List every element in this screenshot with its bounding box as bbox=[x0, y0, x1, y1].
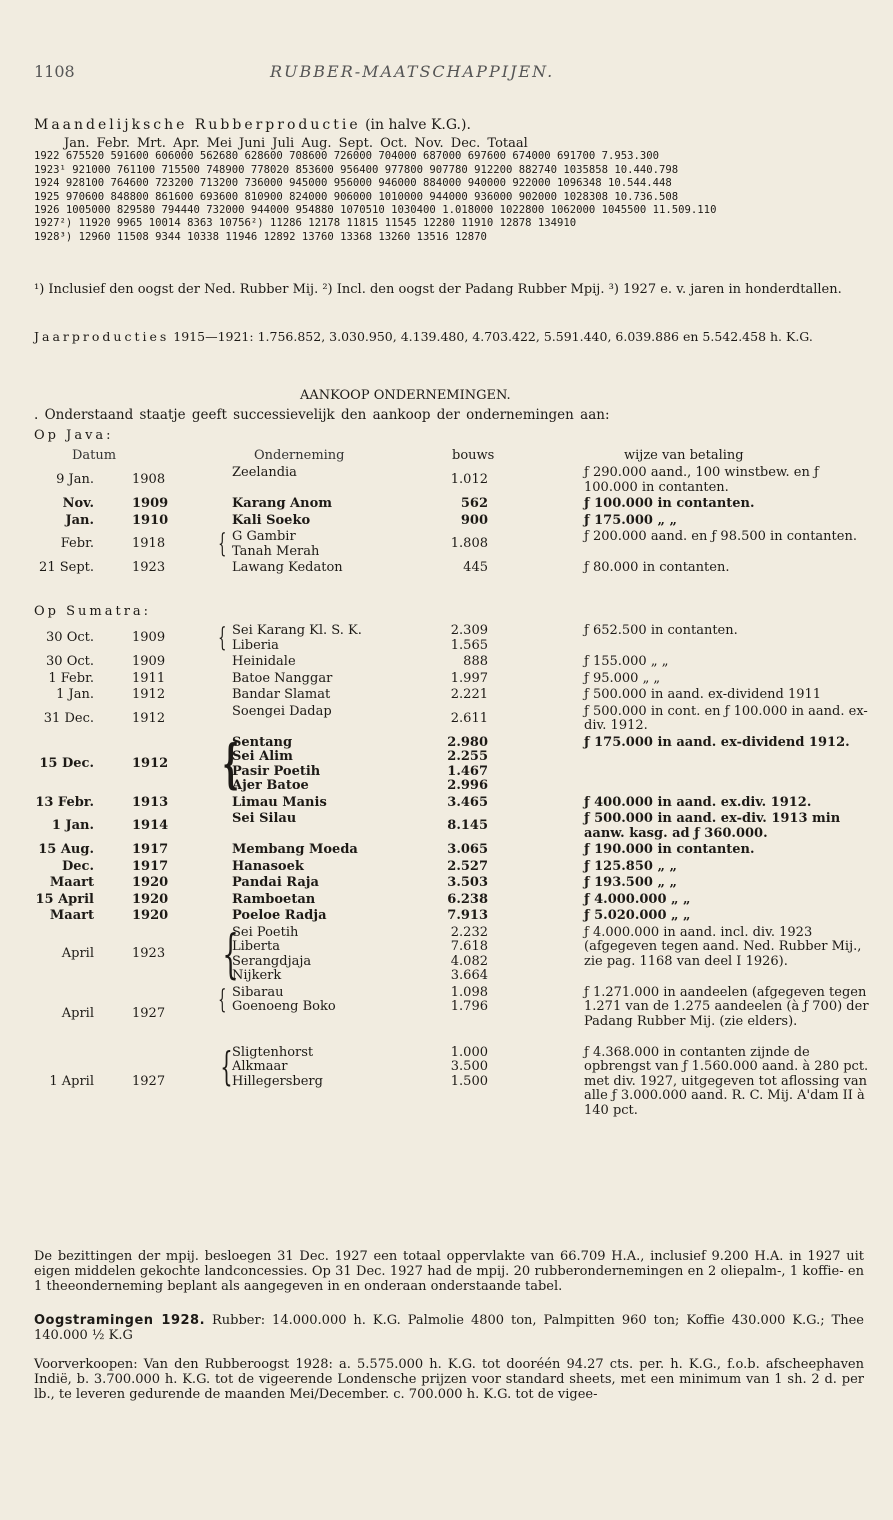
acquisition-year: 1923 bbox=[132, 946, 166, 962]
bouws-value: 1.500 bbox=[450, 1073, 488, 1089]
payment-text: ƒ 95.000 „ „ bbox=[584, 670, 661, 686]
acquisition-year: 1910 bbox=[132, 512, 169, 528]
acquisition-year: 1911 bbox=[132, 670, 166, 686]
acquisition-year: 1917 bbox=[132, 842, 169, 857]
estate-name: Ramboetan bbox=[232, 891, 316, 907]
production-row: 1927²) 11920 9965 10014 8363 10756²) 11286 12178 11815 11545 12280 11910 12878 134910 bbox=[34, 217, 577, 230]
bouws-value: 3.664 bbox=[450, 968, 488, 983]
acquisition-date: 21 Sept. bbox=[39, 560, 94, 575]
production-table bbox=[34, 137, 874, 244]
bouws-value: 7.618 bbox=[450, 939, 488, 954]
acquisition-year: 1912 bbox=[132, 687, 166, 702]
acquisition-date: Febr. bbox=[60, 536, 94, 552]
acquisition-date: 1 April bbox=[49, 1073, 94, 1089]
payment-text: ƒ 4.000.000 in aand. incl. div. 1923 (afgegeven tegen aand. Ned. Rubber Mij., zie pag. 1168 van deel I 1926). bbox=[584, 924, 862, 969]
estate-name: Membang Moeda bbox=[232, 842, 358, 857]
bouws-value: 2.232 bbox=[450, 924, 488, 940]
estate-name: Lawang Kedaton bbox=[232, 560, 343, 575]
bouws-value: 1.997 bbox=[450, 670, 488, 686]
estate-name: Hillegersberg bbox=[232, 1073, 323, 1089]
acquisition-year: 1909 bbox=[132, 496, 169, 511]
estate-name: Tanah Merah bbox=[232, 543, 320, 559]
bouws-value: 2.611 bbox=[450, 710, 488, 726]
bouws-value: 7.913 bbox=[447, 908, 488, 923]
payment-text: ƒ 500.000 in cont. en ƒ 100.000 in aand. ex-div. 1912. bbox=[584, 703, 868, 733]
acquisition-year: 1912 bbox=[132, 710, 166, 726]
acquisition-date: 30 Oct. bbox=[46, 654, 94, 669]
payment-text: ƒ 190.000 in contanten. bbox=[584, 842, 755, 857]
brace: { bbox=[218, 984, 227, 1015]
estate-name: Sei Alim bbox=[232, 749, 293, 764]
brace: { bbox=[222, 924, 239, 985]
running-title: RUBBER-MAATSCHAPPIJEN. bbox=[270, 62, 555, 81]
estate-name: Sei Silau bbox=[232, 811, 297, 826]
oogstramingen-paragraph bbox=[34, 1313, 864, 1343]
production-row: 1924 928100 764600 723200 713200 736000 945000 956000 946000 884000 940000 922000 1096348 10.544.448 bbox=[34, 177, 672, 190]
col-datum: Datum bbox=[72, 448, 117, 463]
aankoop-heading: AANKOOP ONDERNEMINGEN. bbox=[300, 388, 511, 403]
bouws-value: 2.527 bbox=[447, 858, 488, 874]
acquisition-year: 1927 bbox=[132, 1006, 166, 1022]
page-number: 1108 bbox=[34, 62, 75, 81]
acquisition-date: Maart bbox=[49, 875, 94, 890]
payment-text: ƒ 193.500 „ „ bbox=[584, 875, 677, 890]
bouws-value: 1.467 bbox=[447, 763, 488, 779]
acquisition-year: 1909 bbox=[132, 654, 166, 669]
estate-name: Sibarau bbox=[232, 984, 284, 1000]
bouws-value: 3.465 bbox=[447, 794, 488, 810]
bouws-value: 1.000 bbox=[450, 1044, 488, 1060]
acquisition-date: 31 Dec. bbox=[43, 710, 94, 726]
acquisition-year: 1920 bbox=[132, 891, 169, 907]
estate-name: Alkmaar bbox=[232, 1059, 288, 1074]
col-bouws: bouws bbox=[452, 448, 495, 463]
estate-name: Hanasoek bbox=[232, 858, 304, 874]
estate-name: Nijkerk bbox=[232, 968, 282, 983]
bouws-value: 2.980 bbox=[447, 734, 488, 750]
acquisition-date: Jan. bbox=[65, 512, 94, 528]
aankoop-intro: . Onderstaand staatje geeft successievelijk den aankoop der ondernemingen aan: bbox=[34, 407, 610, 423]
production-title bbox=[34, 117, 471, 133]
acquisition-year: 1912 bbox=[132, 756, 169, 772]
acquisition-year: 1918 bbox=[132, 536, 166, 552]
payment-text: ƒ 175.000 „ „ bbox=[584, 512, 677, 528]
oogst-text: Rubber: 14.000.000 h. K.G. Palmolie 4800 ton, Palmpitten 960 ton; Koffie 430.000 K.G.; Thee 140.000 ½ K.G bbox=[34, 1313, 864, 1343]
acquisition-date: 15 April bbox=[35, 891, 94, 907]
payment-text: ƒ 500.000 in aand. ex-dividend 1911 bbox=[584, 687, 822, 702]
estate-name: Liberia bbox=[232, 637, 279, 653]
estate-name: Sei Poetih bbox=[232, 924, 299, 940]
acquisition-year: 1920 bbox=[132, 908, 169, 923]
payment-text: ƒ 125.850 „ „ bbox=[584, 858, 677, 874]
acquisition-year: 1908 bbox=[132, 472, 166, 488]
acquisition-date: Dec. bbox=[62, 858, 94, 874]
acquisition-year: 1909 bbox=[132, 630, 166, 646]
payment-text: ƒ 4.000.000 „ „ bbox=[584, 891, 691, 907]
acquisition-date: 15 Aug. bbox=[38, 842, 94, 857]
acquisition-date: 13 Febr. bbox=[35, 794, 94, 810]
estate-name: Batoe Nanggar bbox=[232, 670, 333, 686]
voorverkoopen-paragraph: Voorverkoopen: Van den Rubberoogst 1928: a. 5.575.000 h. K.G. tot dooréén 94.27 cts. per. h. K.G., f.o.b. afscheephaven Indië, b. 3.700.000 h. K.G. tot de vigeerende Londensche prijzen voor standard sheets, met een minimum van 1 sh. 2 d. per lb., te leveren gedurende de maanden Mei/December. c. 700.000 h. K.G. tot de vigee- bbox=[34, 1357, 864, 1402]
estate-name: Ajer Batoe bbox=[232, 778, 309, 793]
col-betaling: wijze van betaling bbox=[624, 448, 744, 463]
production-row: 1925 970600 848800 861600 693600 810900 824000 906000 1010000 944000 936000 902000 1028308 10.736.508 bbox=[34, 190, 679, 203]
payment-text: ƒ 80.000 in contanten. bbox=[584, 560, 730, 575]
production-row: 1922 675520 591600 606000 562680 628600 708600 726000 704000 687000 697600 674000 691700 7.953.300 bbox=[34, 150, 660, 163]
bouws-value: 888 bbox=[463, 654, 488, 669]
payment-text: ƒ 652.500 in contanten. bbox=[584, 623, 738, 638]
sumatra-label: Op Sumatra: bbox=[34, 604, 152, 619]
payment-text: ƒ 4.368.000 in contanten zijnde de opbrengst van ƒ 1.560.000 aand. à 280 pct. met div. 1927, uitgegeven tot aflossing van alle ƒ 3.000.000 aand. R. C. Mij. A'dam II à 140 pct. bbox=[584, 1044, 869, 1118]
estate-name: Limau Manis bbox=[232, 794, 327, 810]
brace: { bbox=[220, 1044, 233, 1090]
bouws-value: 2.996 bbox=[447, 778, 488, 793]
estate-name: Sei Karang Kl. S. K. bbox=[232, 623, 362, 638]
payment-text: ƒ 155.000 „ „ bbox=[584, 654, 669, 669]
payment-text: ƒ 400.000 in aand. ex.div. 1912. bbox=[584, 794, 812, 810]
bouws-value: 900 bbox=[460, 512, 488, 528]
bezittingen-paragraph: De bezittingen der mpij. besloegen 31 Dec. 1927 een totaal oppervlakte van 66.709 H.A., inclusief 9.200 H.A. in 1927 uit eigen middelen gekochte landconcessies. Op 31 Dec. 1927 had de mpij. 20 rubberondernemingen en 2 oliepalm-, 1 koffie- en 1 theeonderneming beplant als aangegeven in en onderaan onderstaande tabel. bbox=[34, 1249, 864, 1294]
payment-text: ƒ 290.000 aand., 100 winstbew. en ƒ 100.000 in contanten. bbox=[584, 465, 819, 495]
estate-name: Kali Soeko bbox=[232, 512, 311, 528]
production-row: 1926 1005000 829580 794440 732000 944000 954880 1070510 1030400 1.018000 1022800 1062000 1045500 11.509.110 bbox=[34, 204, 717, 217]
acquisition-date: 1 Jan. bbox=[56, 687, 94, 702]
acquisition-date: 1 Febr. bbox=[48, 670, 94, 686]
acquisition-year: 1920 bbox=[132, 875, 169, 890]
bouws-value: 8.145 bbox=[447, 818, 488, 834]
month-header: Jan. Febr. Mrt. Apr. Mei Juni Juli Aug. Sept. Oct. Nov. Dec. Totaal bbox=[64, 136, 528, 151]
bouws-value: 3.503 bbox=[447, 875, 488, 890]
jaarproducties bbox=[34, 330, 874, 344]
estate-name: Sentang bbox=[232, 734, 293, 750]
oogst-lead: Oogstramingen 1928. bbox=[34, 1313, 206, 1328]
bouws-value: 1.012 bbox=[450, 472, 488, 488]
bouws-value: 562 bbox=[460, 496, 488, 511]
acquisition-year: 1923 bbox=[132, 560, 166, 575]
acquisition-year: 1913 bbox=[132, 794, 169, 810]
bouws-value: 6.238 bbox=[447, 891, 488, 907]
acquisition-date: 15 Dec. bbox=[39, 756, 94, 772]
production-unit: (in halve K.G.). bbox=[365, 117, 471, 133]
payment-text: ƒ 500.000 in aand. ex-div. 1913 min aanw. kasg. ad ƒ 360.000. bbox=[584, 811, 841, 841]
payment-text: ƒ 5.020.000 „ „ bbox=[584, 908, 691, 923]
payment-text: ƒ 100.000 in contanten. bbox=[584, 496, 755, 511]
estate-name: Poeloe Radja bbox=[232, 908, 327, 923]
jaar-text: 1915—1921: 1.756.852, 3.030.950, 4.139.480, 4.703.422, 5.591.440, 6.039.886 en 5.542.458 h. K.G. bbox=[173, 329, 813, 344]
acquisition-year: 1917 bbox=[132, 858, 169, 874]
bouws-value: 2.221 bbox=[450, 687, 488, 702]
jaar-label: Jaarproducties bbox=[34, 329, 170, 344]
bouws-value: 2.255 bbox=[447, 749, 488, 764]
production-notes: ¹) Inclusief den oogst der Ned. Rubber Mij. ²) Incl. den oogst der Padang Rubber Mpij. ³) 1927 e. v. jaren in honderdtallen. bbox=[34, 282, 842, 297]
estate-name: Sligtenhorst bbox=[232, 1044, 314, 1060]
acquisition-date: 9 Jan. bbox=[56, 472, 94, 488]
acquisition-date: April bbox=[61, 946, 94, 962]
acquisition-date: Nov. bbox=[62, 496, 94, 511]
estate-name: Goenoeng Boko bbox=[232, 999, 336, 1014]
acquisition-date: 1 Jan. bbox=[51, 818, 94, 834]
bouws-value: 4.082 bbox=[450, 953, 488, 969]
estate-name: Pandai Raja bbox=[232, 875, 319, 890]
acquisition-year: 1927 bbox=[132, 1073, 166, 1089]
col-onderneming: Onderneming bbox=[254, 448, 345, 463]
acquisition-date: April bbox=[61, 1006, 94, 1022]
brace: { bbox=[222, 733, 240, 795]
production-title-text: Maandelijksche Rubberproductie bbox=[34, 117, 361, 133]
bouws-value: 1.098 bbox=[450, 984, 488, 1000]
estate-name: Serangdjaja bbox=[232, 953, 312, 969]
payment-text: ƒ 200.000 aand. en ƒ 98.500 in contanten. bbox=[584, 529, 857, 544]
bouws-value: 3.500 bbox=[450, 1059, 488, 1074]
estate-name: Zeelandia bbox=[232, 465, 297, 480]
estate-name: Liberta bbox=[232, 939, 280, 954]
bouws-value: 445 bbox=[463, 560, 488, 575]
estate-name: G Gambir bbox=[232, 529, 296, 544]
bouws-value: 1.796 bbox=[450, 999, 488, 1014]
production-row: 1928³) 12960 11508 9344 10338 11946 12892 13760 13368 13260 13516 12870 bbox=[34, 230, 487, 243]
bouws-value: 2.309 bbox=[450, 623, 488, 638]
acquisition-date: 30 Oct. bbox=[46, 630, 94, 646]
estate-name: Bandar Slamat bbox=[232, 687, 331, 702]
production-row: 1923¹ 921000 761100 715500 748900 778020 853600 956400 977800 907780 912200 882740 1035858 10.440.798 bbox=[34, 163, 679, 176]
acquisition-year: 1914 bbox=[132, 818, 169, 834]
bouws-value: 3.065 bbox=[447, 842, 488, 857]
estate-name: Heinidale bbox=[232, 654, 296, 669]
payment-text: ƒ 1.271.000 in aandeelen (afgegeven tegen 1.271 van de 1.275 aandeelen (à ƒ 700) der Padang Rubber Mij. (zie elders). bbox=[584, 984, 869, 1029]
brace: { bbox=[218, 623, 227, 653]
brace: { bbox=[218, 529, 227, 559]
bouws-value: 1.565 bbox=[450, 637, 488, 653]
estate-name: Karang Anom bbox=[232, 496, 333, 511]
acquisition-date: Maart bbox=[49, 908, 94, 923]
estate-name: Pasir Poetih bbox=[232, 763, 321, 779]
bouws-value: 1.808 bbox=[450, 536, 488, 552]
payment-text: ƒ 175.000 in aand. ex-dividend 1912. bbox=[584, 734, 850, 750]
estate-name: Soengei Dadap bbox=[232, 703, 332, 719]
java-label: Op Java: bbox=[34, 428, 114, 443]
